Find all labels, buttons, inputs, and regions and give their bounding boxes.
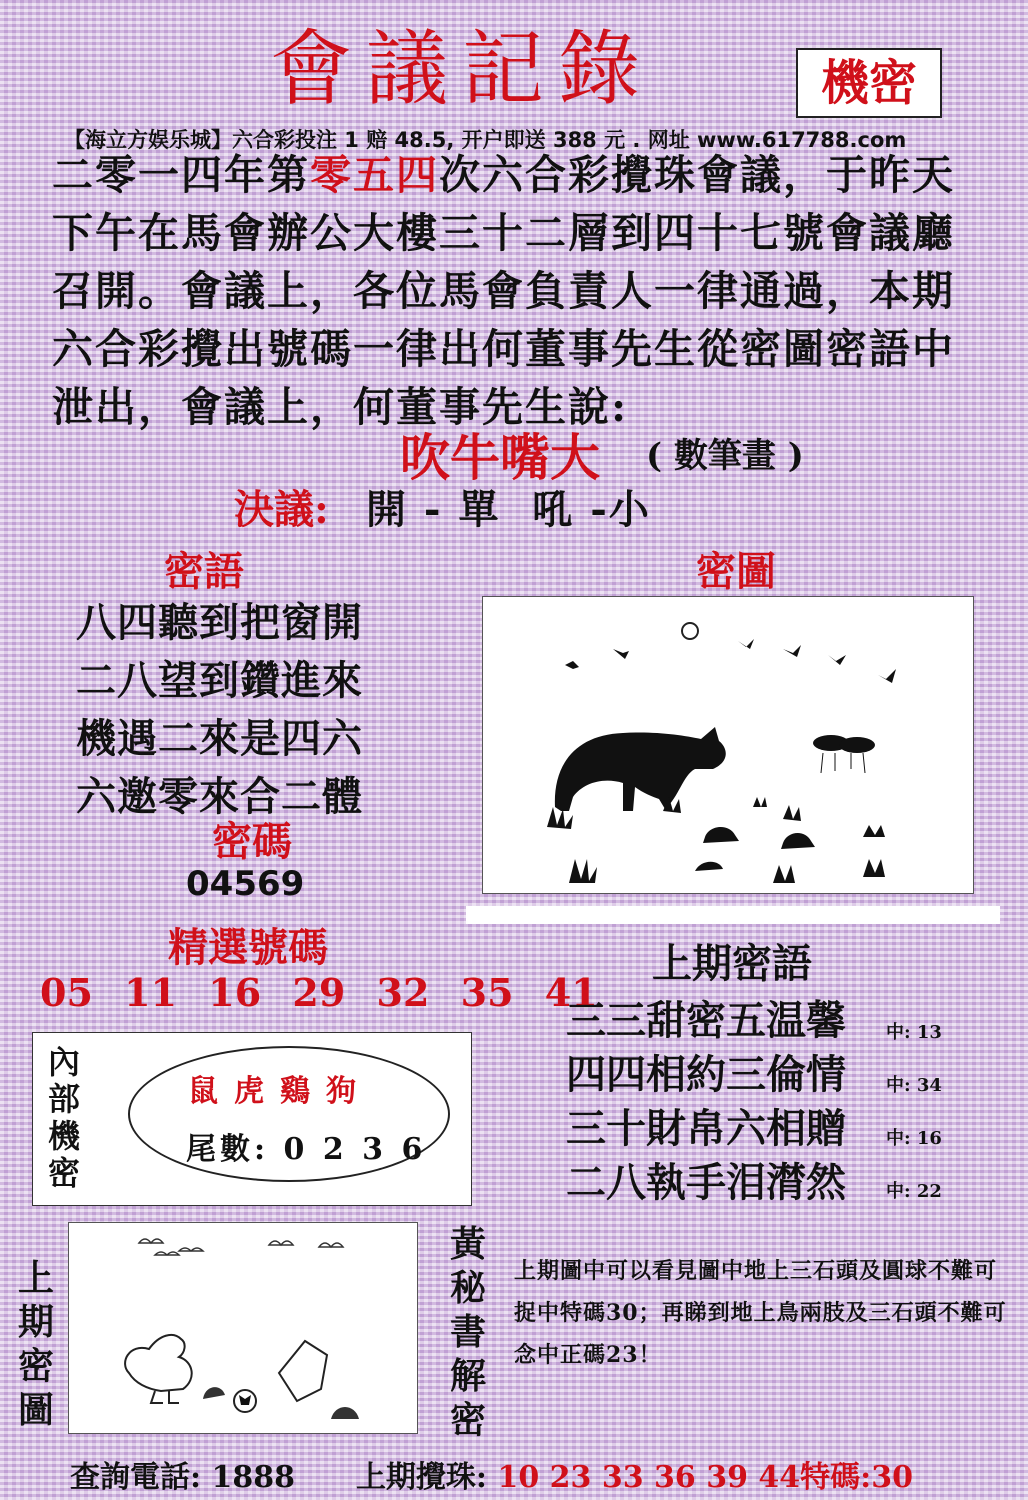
cipher-line: 二八望到鑽進來 [76,657,363,704]
hit-value: 中: 34 [886,1075,942,1096]
last-cipher-line: 二八執手泪潸然 [566,1159,846,1206]
duck-legs [151,1391,179,1403]
hit-value: 中: 13 [886,1022,942,1043]
last-cipher-poem [566,994,846,1210]
ball-icon [682,623,698,639]
code-heading: 密碼 [212,818,292,865]
meeting-paragraph [52,146,997,436]
picture-heading: 密圖 [696,548,776,595]
cipher-line: 機遇二來是四六 [76,715,363,762]
stone-icon [203,1387,225,1399]
zodiac-signs: 鼠虎鷄狗 [188,1074,372,1109]
last-cipher-line: 三十財帛六相贈 [566,1105,846,1152]
stone-icon [331,1407,359,1419]
pick-number: 35 [460,970,514,1015]
hit-value: 中: 22 [886,1181,942,1202]
last-picture-label: 上期密圖 [18,1257,55,1431]
hit-value: 中: 16 [886,1128,942,1149]
last-cipher-hits [886,1006,942,1218]
phone-number: 1888 [211,1460,296,1495]
cipher-line: 八四聽到把窗開 [76,599,363,646]
ad-banner: 【海立方娱乐城】六合彩投注 1 赔 48.5, 开户即送 388 元 . 网址 www.617788.com [64,128,907,152]
pick-number: 11 [124,970,178,1015]
white-strip [466,906,1000,924]
drips [821,753,865,773]
secret-picture-drawing [483,597,973,893]
mouth-right [839,737,875,753]
cipher-line: 六邀零來合二體 [76,773,363,820]
clouds-icon [139,1239,343,1255]
confidential-badge: 機密 [796,48,942,118]
pick-number: 29 [292,970,346,1015]
pick-number: 05 [40,970,93,1015]
duck-outline [125,1335,192,1391]
slogan: 吹牛嘴大 [400,428,600,487]
page-title: 會議記錄 [270,22,655,117]
lantern-outline [279,1341,327,1401]
cipher-heading: 密語 [164,548,244,595]
pick-number: 16 [208,970,262,1015]
last-picture [68,1222,418,1434]
picks-numbers [40,970,616,1015]
cipher-poem [76,594,363,826]
last-cipher-line: 三三甜密五温馨 [566,997,846,1044]
decision-label: 決議: [234,486,329,533]
picks-heading: 精選號碼 [168,924,328,971]
pick-number: 41 [544,970,598,1015]
decision-value: 開 - 單 吼 -小 [366,486,651,533]
bull-silhouette [555,727,726,811]
phone-label: 查詢電話: [70,1460,202,1495]
last-draw-numbers: 10 23 33 36 39 44特碼:30 [497,1460,914,1495]
code-value: 04569 [186,864,305,904]
intro-part1: 二零一四年第 [52,151,310,199]
last-cipher-heading: 上期密語 [652,940,812,987]
footer [70,1452,913,1496]
last-picture-drawing [69,1223,417,1433]
intro-part2: 次六合彩攪珠會議，于昨天下午在馬會辦公大樓三十二層到四十七號會議廳召開。會議上，各位馬會負責人一律通過，本期六合彩攪出號碼一律出何董事先生從密圖密語中泄出，會議上，何董事先生說: [52,151,955,431]
tail-numbers: 尾數: 0 2 3 6 [186,1132,427,1167]
inner-label: 內部機密 [48,1043,81,1192]
last-cipher-line: 四四相約三倫情 [566,1051,846,1098]
secretary-text: 上期圖中可以看見圖中地上三石頭及圓球不難可捉中特碼30；再睇到地上鳥兩肢及三石頭不難可念中正碼23！ [514,1258,1007,1368]
last-draw-label: 上期攪珠: [355,1460,488,1495]
stones-icon [695,827,815,871]
slogan-note: ( 數筆畫 ) [646,436,804,476]
secretary-label: 黃秘書解密 [450,1223,487,1441]
birds-icon [565,639,896,683]
secret-picture [482,596,974,894]
issue-number: 零五四 [310,151,439,199]
pick-number: 32 [376,970,430,1015]
